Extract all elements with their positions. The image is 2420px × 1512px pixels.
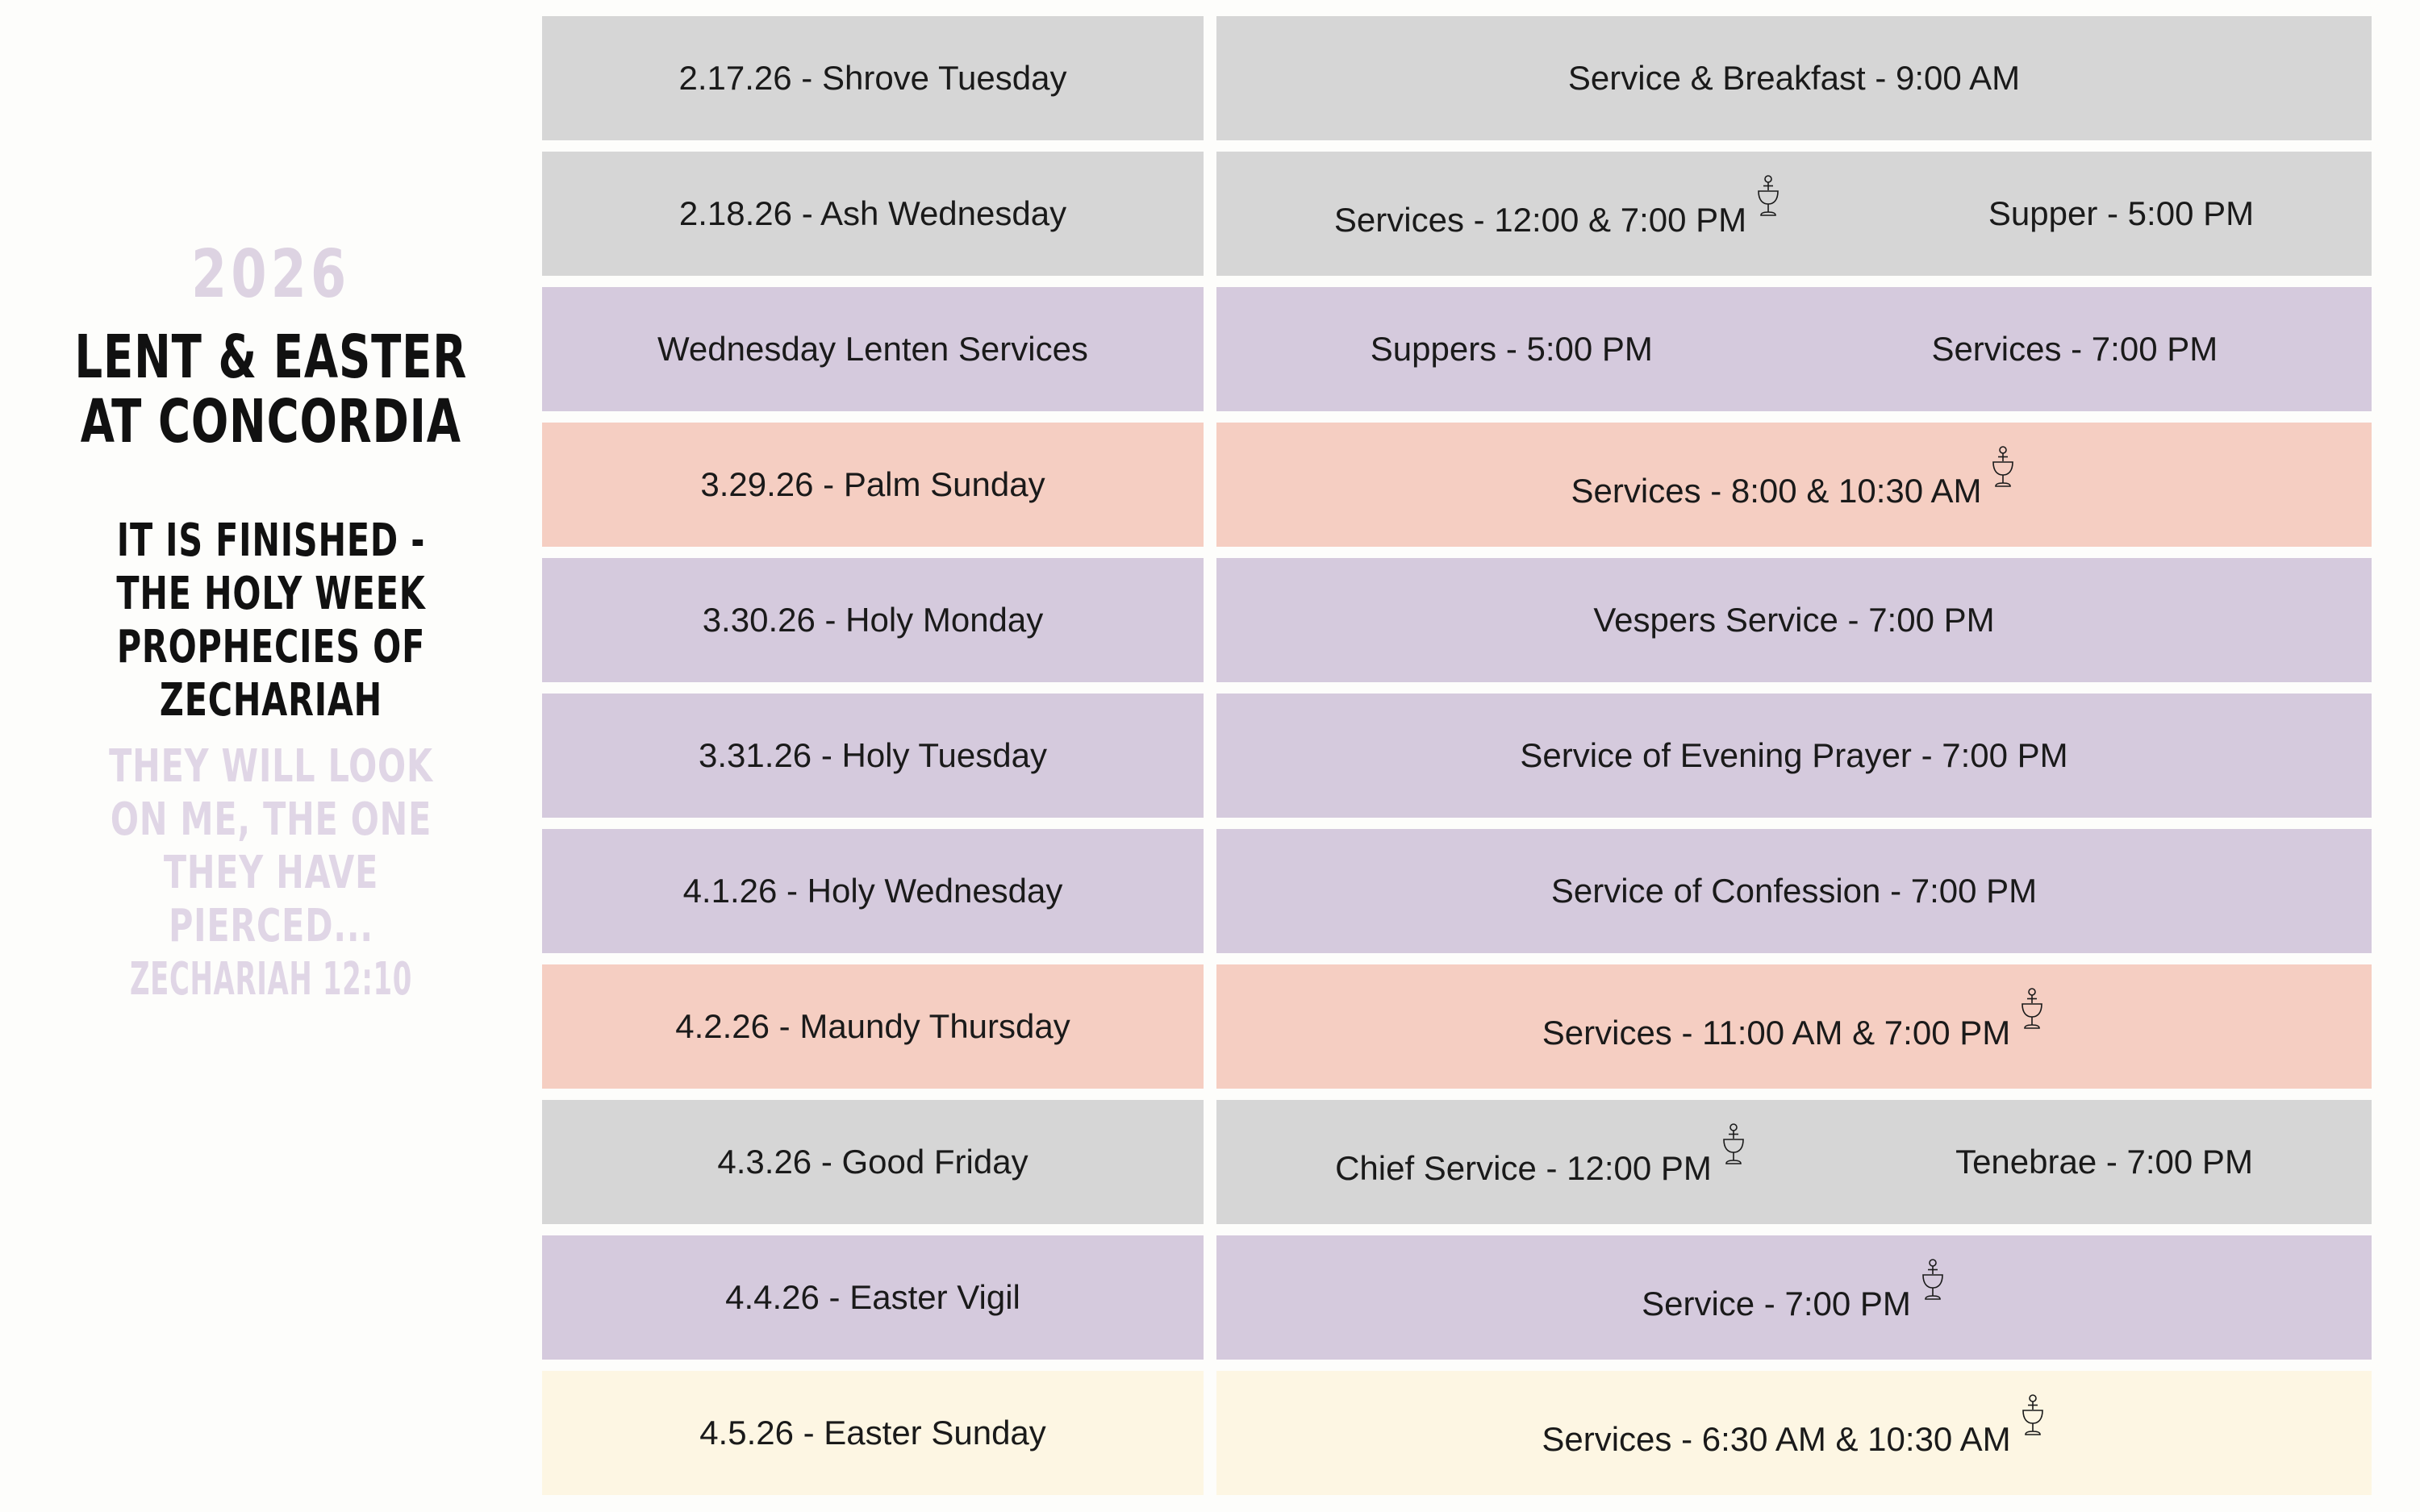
schedule-detail-segment [1334,188,1782,240]
schedule-detail-cell [1216,16,2372,140]
scripture-verse-line-1: THEY WILL LOOK [109,740,433,793]
schedule-detail-group [1231,736,2357,775]
schedule-detail-text: Service of Evening Prayer - 7:00 PM [1520,736,2068,774]
schedule-detail-group [1231,1136,2357,1188]
page-title-line-2: AT CONCORDIA [80,386,462,456]
schedule-detail-text: Service & Breakfast - 9:00 AM [1567,59,2021,97]
service-schedule [542,0,2420,1512]
schedule-row [542,558,2372,682]
schedule-detail-segment [1542,1407,2046,1459]
schedule-date-cell: 3.29.26 - Palm Sunday [542,423,1204,547]
scripture-verse-line-4: PIERCED... [169,900,373,953]
schedule-row [542,829,2372,953]
schedule-row [542,1235,2372,1360]
schedule-row [542,287,2372,411]
schedule-detail-segment [1371,330,1653,369]
series-subtitle-line-4: ZECHARIAH [159,674,383,727]
scripture-verse-line-3: THEY HAVE [163,847,379,900]
schedule-date-cell: Wednesday Lenten Services [542,287,1204,411]
schedule-detail-text: Supper - 5:00 PM [1988,194,2255,232]
schedule-detail-cell [1216,152,2372,276]
schedule-detail-group [1231,1407,2357,1459]
scripture-verse [86,740,456,1006]
schedule-detail-text: Vespers Service - 7:00 PM [1593,601,1995,639]
schedule-row [542,1371,2372,1495]
schedule-date-cell: 4.3.26 - Good Friday [542,1100,1204,1224]
page-title-line-1: LENT & EASTER [74,323,468,392]
schedule-detail-segment [1542,1001,2046,1052]
schedule-row [542,694,2372,818]
series-subtitle-line-2: THE HOLY WEEK [116,567,426,620]
schedule-date-cell: 3.30.26 - Holy Monday [542,558,1204,682]
schedule-detail-cell [1216,694,2372,818]
schedule-detail-segment [1931,330,2218,369]
chalice-icon [2019,1394,2047,1438]
schedule-row [542,152,2372,276]
schedule-detail-cell [1216,1371,2372,1495]
schedule-detail-group [1231,330,2357,369]
schedule-detail-group [1231,59,2357,98]
schedule-detail-group [1231,1272,2357,1323]
schedule-row [542,16,2372,140]
schedule-detail-segment [1642,1272,1946,1323]
schedule-date-cell: 4.5.26 - Easter Sunday [542,1371,1204,1495]
chalice-icon [1989,446,2017,489]
schedule-detail-group [1231,601,2357,639]
schedule-detail-segment [1988,194,2254,233]
schedule-detail-segment [1571,459,2017,510]
schedule-row [542,964,2372,1089]
schedule-detail-text: Services - 11:00 AM & 7:00 PM [1542,1014,2011,1052]
schedule-detail-segment [1335,1136,1747,1188]
chalice-icon [1754,175,1782,219]
schedule-detail-segment [1568,59,2020,98]
schedule-detail-group [1231,872,2357,910]
schedule-detail-text: Chief Service - 12:00 PM [1335,1149,1712,1187]
schedule-detail-segment [1520,736,2067,775]
schedule-detail-text: Services - 8:00 & 10:30 AM [1571,472,1982,510]
schedule-date-cell: 4.2.26 - Maundy Thursday [542,964,1204,1089]
schedule-date-cell: 3.31.26 - Holy Tuesday [542,694,1204,818]
schedule-detail-segment [1955,1143,2253,1181]
series-subtitle [86,514,456,727]
schedule-detail-group [1231,188,2357,240]
schedule-detail-cell [1216,558,2372,682]
schedule-date-cell: 2.18.26 - Ash Wednesday [542,152,1204,276]
schedule-detail-cell [1216,1100,2372,1224]
schedule-date-cell: 2.17.26 - Shrove Tuesday [542,16,1204,140]
scripture-verse-line-2: ON ME, THE ONE [110,793,432,847]
series-subtitle-line-3: PROPHECIES OF [116,620,426,673]
schedule-detail-text: Suppers - 5:00 PM [1370,330,1653,368]
schedule-row [542,1100,2372,1224]
schedule-detail-segment [1551,872,2037,910]
schedule-row [542,423,2372,547]
schedule-detail-group [1231,459,2357,510]
schedule-detail-cell [1216,964,2372,1089]
schedule-detail-text: Services - 7:00 PM [1931,330,2218,368]
schedule-detail-text: Tenebrae - 7:00 PM [1955,1143,2253,1181]
series-subtitle-line-1: IT IS FINISHED - [116,514,426,567]
chalice-icon [1720,1123,1747,1167]
schedule-detail-text: Service of Confession - 7:00 PM [1550,872,2038,910]
schedule-date-cell: 4.4.26 - Easter Vigil [542,1235,1204,1360]
scripture-reference: ZECHARIAH 12:10 [129,953,413,1006]
chalice-icon [2018,988,2046,1031]
schedule-detail-text: Services - 12:00 & 7:00 PM [1333,201,1747,239]
schedule-detail-text: Service - 7:00 PM [1642,1285,1911,1322]
schedule-detail-cell [1216,1235,2372,1360]
year-label: 2026 [191,236,351,313]
schedule-detail-segment [1593,601,1994,639]
schedule-detail-group [1231,1001,2357,1052]
schedule-detail-text: Services - 6:30 AM & 10:30 AM [1542,1420,2011,1458]
schedule-date-cell: 4.1.26 - Holy Wednesday [542,829,1204,953]
schedule-detail-cell [1216,287,2372,411]
schedule-detail-cell [1216,829,2372,953]
chalice-icon [1919,1259,1946,1302]
schedule-detail-cell [1216,423,2372,547]
page-title [74,323,468,456]
title-panel [0,0,542,1512]
